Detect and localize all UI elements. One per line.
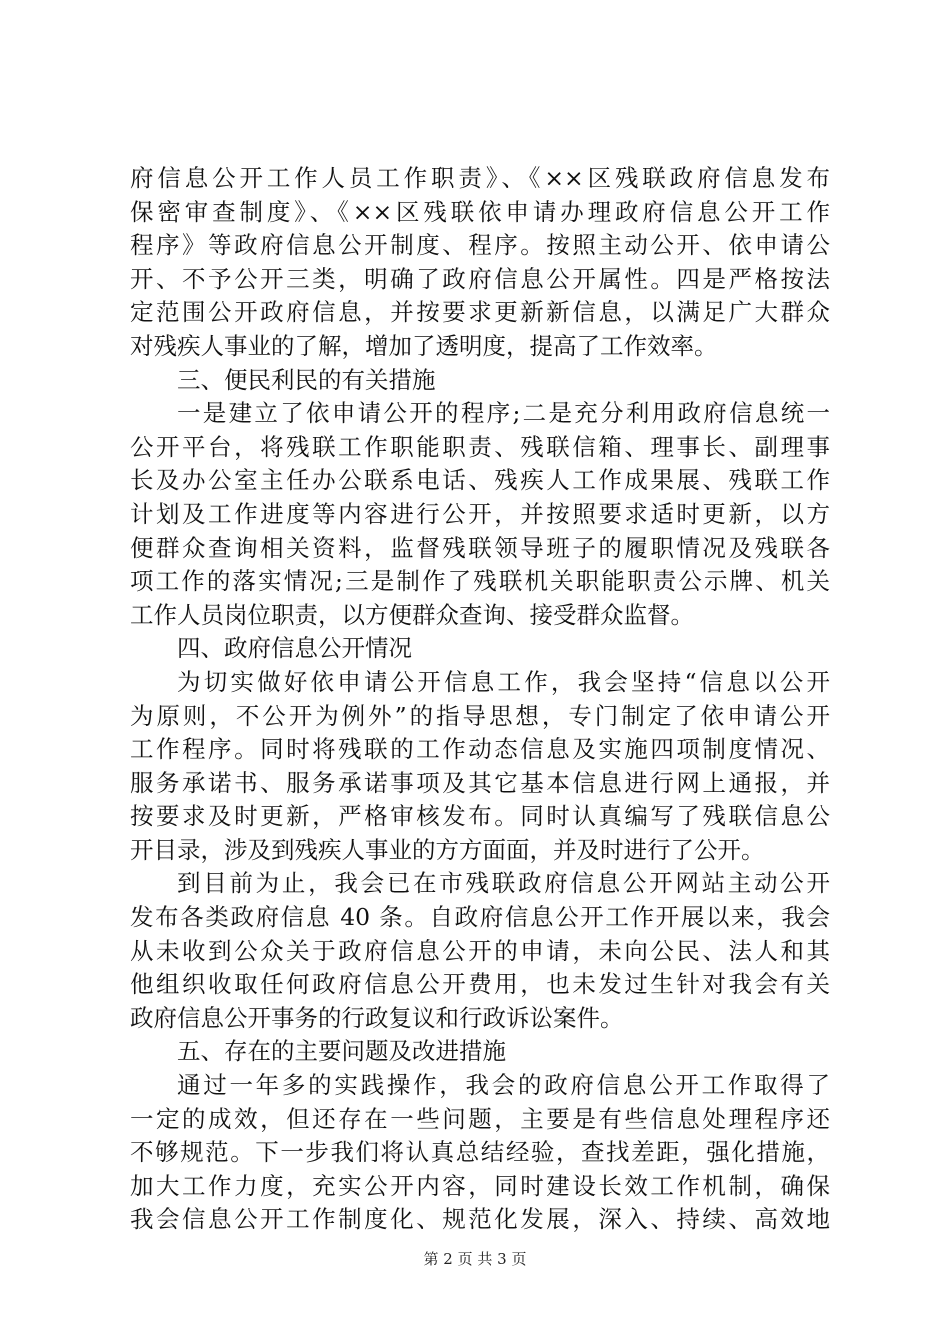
- text-line: 不够规范。下一步我们将认真总结经验，查找差距，强化措施，: [130, 1138, 830, 1167]
- text-line: 公开平台，将残联工作职能职责、残联信箱、理事长、副理事: [130, 432, 830, 461]
- text-line: 保密审查制度》、《××区残联依申请办理政府信息公开工作: [130, 197, 830, 226]
- text-line: 通过一年多的实践操作，我会的政府信息公开工作取得了: [177, 1071, 830, 1100]
- text-line: 府信息公开工作人员工作职责》、《××区残联政府信息发布: [130, 164, 830, 192]
- text-line: 我会信息公开工作制度化、规范化发展，深入、持续、高效地: [130, 1205, 830, 1234]
- text-line: 工作程序。同时将残联的工作动态信息及实施四项制度情况、: [130, 735, 830, 764]
- text-line: 项工作的落实情况;三是制作了残联机关职能职责公示牌、机关: [130, 567, 830, 596]
- text-line: 到目前为止，我会已在市残联政府信息公开网站主动公开: [177, 869, 830, 898]
- text-line: 便群众查询相关资料，监督残联领导班子的履职情况及残联各: [130, 533, 830, 562]
- text-line: 从未收到公众关于政府信息公开的申请，未向公民、法人和其: [130, 936, 830, 965]
- text-line: 计划及工作进度等内容进行公开，并按照要求适时更新，以方: [130, 499, 830, 528]
- page-number-footer: 第 2 页 共 3 页: [423, 1250, 527, 1268]
- text-line: 发布各类政府信息 40 条。自政府信息公开工作开展以来，我会: [130, 903, 830, 932]
- text-line: 长及办公室主任办公联系电话、残疾人工作成果展、残联工作: [130, 466, 830, 495]
- text-line: 开目录，涉及到残疾人事业的方方面面，并及时进行了公开。: [130, 835, 765, 864]
- text-line: 定范围公开政府信息，并按要求更新新信息，以满足广大群众: [130, 298, 830, 327]
- text-line: 一定的成效，但还存在一些问题，主要是有些信息处理程序还: [130, 1104, 830, 1133]
- text-line: 按要求及时更新，严格审核发布。同时认真编写了残联信息公: [130, 802, 830, 831]
- text-line: 一是建立了依申请公开的程序;二是充分利用政府信息统一: [177, 399, 830, 428]
- section-heading: 三、便民利民的有关措施: [177, 365, 436, 394]
- text-line: 为切实做好依申请公开信息工作，我会坚持“信息以公开: [177, 667, 830, 696]
- document-body: [130, 162, 830, 1237]
- text-line: 对残疾人事业的了解，增加了透明度，提高了工作效率。: [130, 331, 718, 360]
- text-line: 他组织收取任何政府信息公开费用，也未发过生针对我会有关: [130, 970, 830, 999]
- section-heading: 四、政府信息公开情况: [177, 634, 412, 663]
- text-line: 程序》等政府信息公开制度、程序。按照主动公开、依申请公: [130, 231, 830, 260]
- text-line: 为原则，不公开为例外”的指导思想，专门制定了依申请公开: [130, 701, 830, 730]
- text-line: 政府信息公开事务的行政复议和行政诉讼案件。: [130, 1003, 624, 1032]
- text-line: 服务承诺书、服务承诺事项及其它基本信息进行网上通报，并: [130, 768, 830, 797]
- text-line: 工作人员岗位职责，以方便群众查询、接受群众监督。: [130, 600, 694, 629]
- section-heading: 五、存在的主要问题及改进措施: [177, 1037, 506, 1066]
- text-line: 开、不予公开三类，明确了政府信息公开属性。四是严格按法: [130, 264, 830, 293]
- text-line: 加大工作力度，充实公开内容，同时建设长效工作机制，确保: [130, 1171, 830, 1200]
